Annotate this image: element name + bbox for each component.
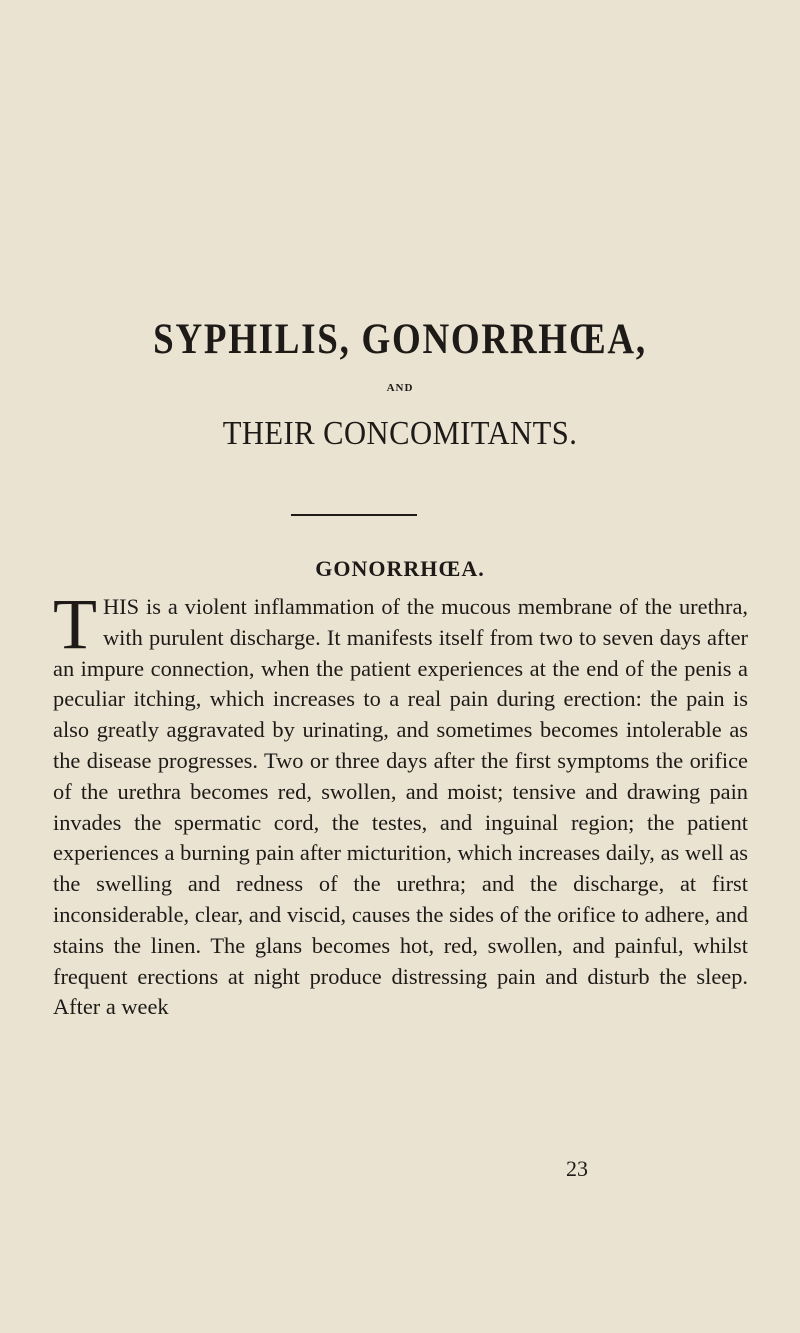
title-divider-rule (291, 514, 417, 516)
section-body-text: HIS is a violent inflammation of the mucous membrane of the urethra, with purulent discharge. It manifests itself from two to seven days after an impure connection, when the patient experiences at the end of the penis a peculiar itching, which increases to a real pain during erection: the pain is also greatly aggravated by urinating, and sometimes becomes intolerable as the disease progresses. Two or three days after the first symptoms the orifice of the urethra becomes red, swollen, and moist; tensive and drawing pain invades the spermatic cord, the testes, and inguinal region; the patient experiences a burning pain after micturition, which increases daily, as well as the swelling and redness of the urethra; and the discharge, at first inconsiderable, clear, and viscid, causes the sides of the orifice to adhere, and stains the linen. The glans becomes hot, red, swollen, and painful, whilst frequent erections at night produce distressing pain and disturb the sleep. After a week (53, 594, 748, 1020)
drop-cap: T (53, 584, 97, 664)
page-number: 23 (566, 1156, 588, 1181)
book-title-line-2: THEIR CONCOMITANTS. (222, 415, 578, 452)
section-heading: GONORRHŒA. (315, 556, 485, 581)
book-title-line-1: SYPHILIS, GONORRHŒA, (153, 316, 647, 363)
book-title-connector: AND (386, 382, 414, 394)
section-body (53, 584, 748, 1023)
